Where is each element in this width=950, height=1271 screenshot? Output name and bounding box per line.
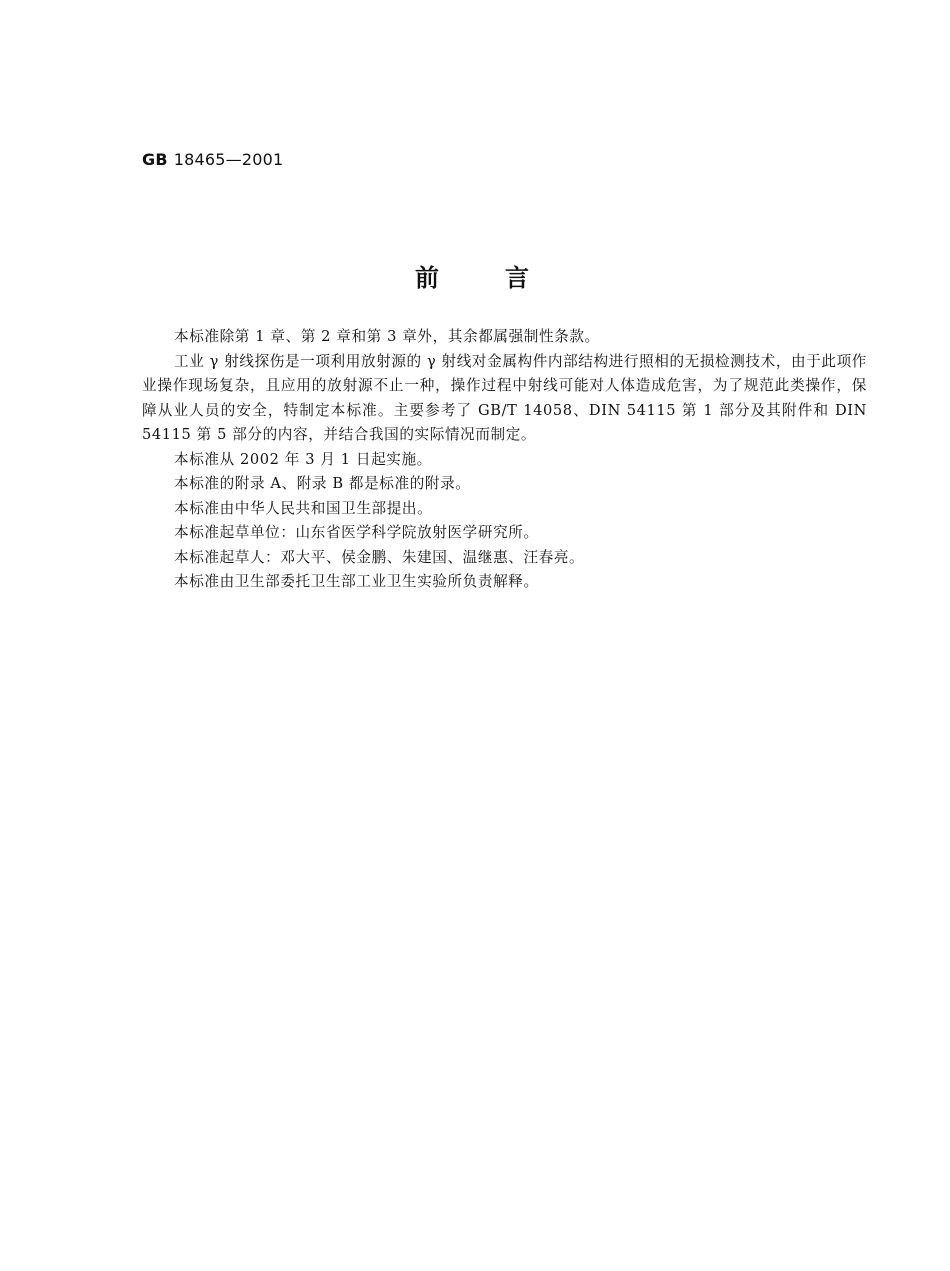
paragraph-6: 本标准起草单位：山东省医学科学院放射医学研究所。 (174, 524, 539, 541)
paragraph-4: 本标准的附录 A、附录 B 都是标准的附录。 (174, 475, 471, 492)
page-title: 前言 (415, 264, 595, 292)
paragraph-8: 本标准由卫生部委托卫生部工业卫生实验所负责解释。 (174, 573, 539, 590)
standard-prefix: GB (142, 150, 168, 169)
standard-number: 18465—2001 (173, 150, 284, 169)
foreword-body (142, 325, 867, 595)
paragraph-1: 本标准除第 1 章、第 2 章和第 3 章外，其余都属强制性条款。 (174, 328, 600, 345)
paragraph-5: 本标准由中华人民共和国卫生部提出。 (174, 499, 433, 517)
paragraph-2: 工业 γ 射线探伤是一项利用放射源的 γ 射线对金属构件内部结构进行照相的无损检测技术，由于此项作业操作现场复杂，且应用的放射源不止一种，操作过程中射线可能对人体造成危害，为了规范此类操作，保障从业人员的安全，特制定本标准。主要参考了 GB/T 14058、DIN 54115 第 1 部分及其附件和 DIN 54115 第 5 部分的内容，并结合我国的实际情况而制定。 (142, 352, 867, 443)
standard-code (142, 150, 283, 169)
paragraph-7: 本标准起草人：邓大平、侯金鹏、朱建国、温继惠、汪春亮。 (174, 548, 585, 566)
paragraph-3: 本标准从 2002 年 3 月 1 日起实施。 (174, 450, 432, 468)
